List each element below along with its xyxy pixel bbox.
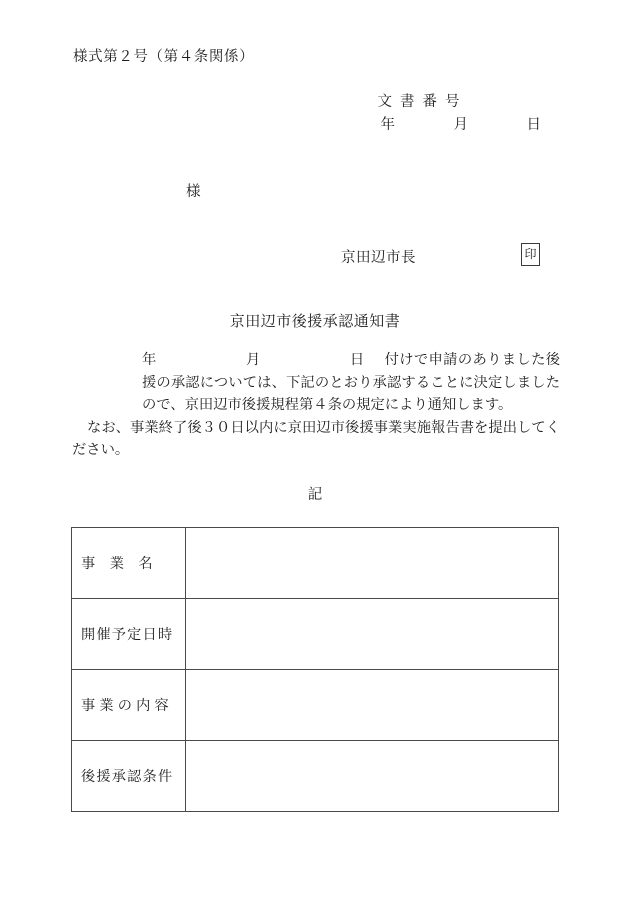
table-row-value-scheduled-datetime[interactable] (186, 599, 559, 670)
body-text (72, 349, 560, 462)
ki-marker: 記 (307, 487, 323, 503)
application-date-blank: 年 月 日 (142, 352, 385, 368)
form-table (71, 527, 559, 812)
table-row-label (72, 599, 186, 670)
seal-stamp-box: 印 (521, 243, 540, 266)
issuer-name: 京田辺市長 (341, 250, 416, 266)
table-row (72, 741, 559, 812)
document-date-label: 年 月 日 (380, 117, 563, 133)
body-paragraph-2: なお、事業終了後３０日以内に京田辺市後援事業実施報告書を提出してください。 (72, 419, 560, 459)
document-number-block (378, 91, 564, 137)
table-row (72, 599, 559, 670)
form-number: 様式第２号（第４条関係） (73, 49, 255, 65)
table-row-label (72, 741, 186, 812)
label-scheduled-datetime: 開催予定日時 (81, 627, 174, 643)
label-project-name: 事業名 (81, 556, 168, 572)
table-row-value-project-name[interactable] (186, 528, 559, 599)
table-row (72, 528, 559, 599)
table-row-value-approval-conditions[interactable] (186, 741, 559, 812)
label-project-content: 事業の内容 (81, 698, 173, 714)
table-row-label (72, 528, 186, 599)
body-paragraph-1 (72, 349, 560, 417)
label-approval-conditions: 後援承認条件 (81, 769, 174, 785)
document-number-label: 文書番号 (377, 94, 468, 110)
table-row-label (72, 670, 186, 741)
table-row (72, 670, 559, 741)
body-paragraph-1-text: 付けで申請のありました後援の承認については、下記のとおり承認することに決定しましたので、京田辺市後援規程第４条の規定により通知します。 (142, 352, 561, 414)
table-row-value-project-content[interactable] (186, 670, 559, 741)
addressee-suffix: 様 (186, 184, 201, 200)
page-title: 京田辺市後援承認通知書 (229, 314, 401, 330)
